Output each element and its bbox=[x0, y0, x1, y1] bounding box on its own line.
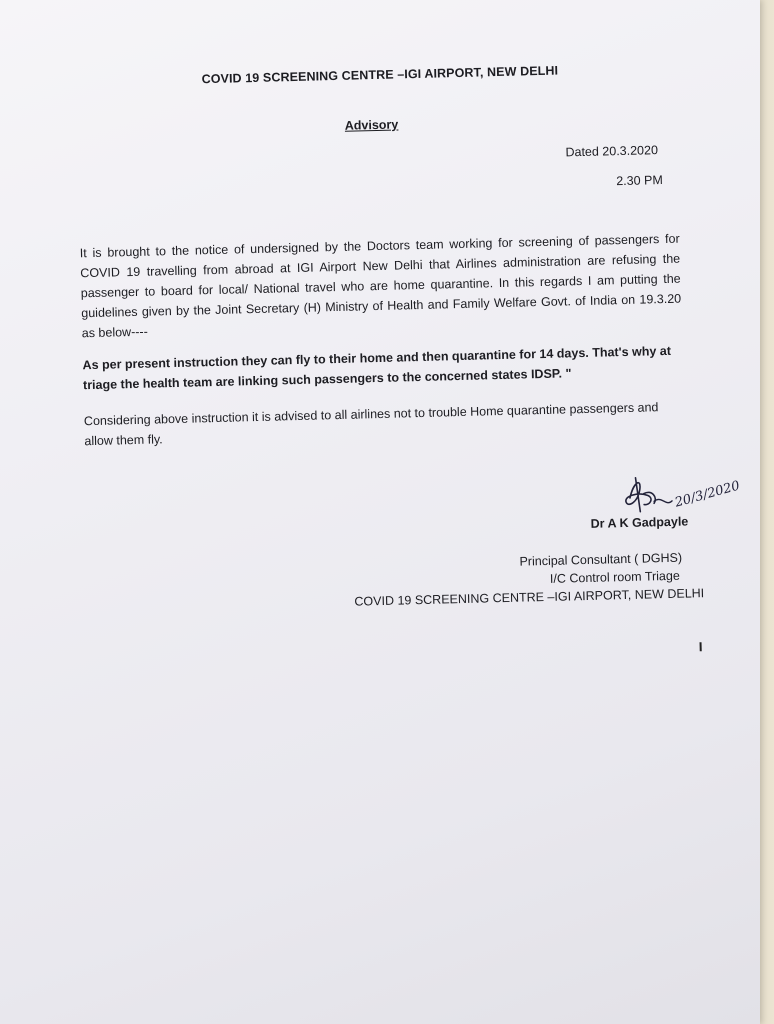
document-title: COVID 19 SCREENING CENTRE –IGI AIRPORT, NEW DELHI bbox=[201, 63, 559, 87]
paragraph-advice: Considering above instruction it is advised to all airlines not to trouble Home quarantine passengers and allow them fly. bbox=[83, 400, 659, 449]
paragraph-instruction: As per present instruction they can fly to their home and then quarantine for 14 days. That's why at triage the health team are linking such passengers to the concerned states IDSP. " bbox=[82, 343, 672, 393]
advisory-heading: Advisory bbox=[344, 117, 399, 133]
signatory-designation: Principal Consultant ( DGHS) bbox=[519, 550, 683, 569]
date-line: Dated 20.3.2020 bbox=[565, 143, 659, 160]
svg-text:20/3/2020: 20/3/2020 bbox=[673, 478, 742, 511]
signatory-organization: COVID 19 SCREENING CENTRE –IGI AIRPORT, NEW DELHI bbox=[354, 586, 705, 609]
page-mark bbox=[700, 642, 702, 651]
paragraph-intro: It is brought to the notice of undersigned by the Doctors team working for screening of passengers for COVID 19 travelling from abroad at IGI Airport New Delhi that Airlines administration are refusing the passenger to board for local/ National travel who are home quarantine. In this regards I am putting the guidelines given by the Joint Secretary (H) Ministry of Health and Family Welfare Govt. of India on 19.3.20 as below---- bbox=[79, 231, 682, 341]
signatory-name: Dr A K Gadpayle bbox=[590, 514, 689, 531]
signatory-role: I/C Control room Triage bbox=[549, 568, 680, 586]
time-line: 2.30 PM bbox=[616, 173, 663, 189]
